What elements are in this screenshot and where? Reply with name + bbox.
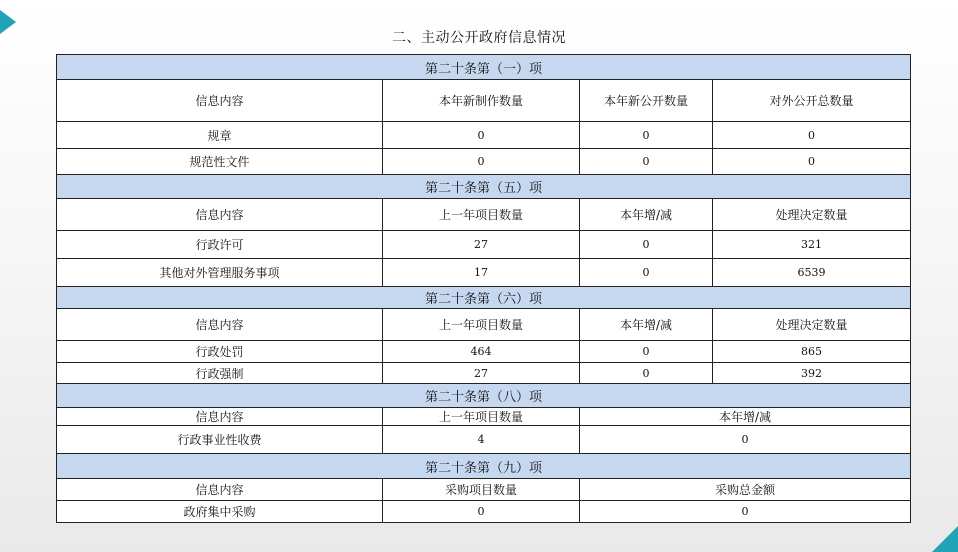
column-header: 信息内容 [57,479,383,501]
cell-value: 464 [383,341,580,363]
section-header-row [57,55,911,80]
column-header: 处理决定数量 [713,309,911,341]
cell-value: 0 [383,501,580,523]
table-row [57,341,911,363]
section-heading: 第二十条第（一）项 [57,55,911,80]
table-row [57,231,911,259]
column-header: 本年增/减 [580,199,713,231]
column-header: 处理决定数量 [713,199,911,231]
cell-value: 321 [713,231,911,259]
row-label: 行政许可 [57,231,383,259]
row-label: 其他对外管理服务事项 [57,259,383,287]
cell-value: 0 [580,231,713,259]
column-header: 信息内容 [57,408,383,426]
column-header: 本年新制作数量 [383,80,580,122]
table-row [57,149,911,175]
column-header: 对外公开总数量 [713,80,911,122]
table-row [57,426,911,454]
column-header: 上一年项目数量 [383,408,580,426]
cell-value: 0 [713,149,911,175]
cell-value: 0 [580,149,713,175]
cell-value: 0 [580,426,911,454]
table-row [57,259,911,287]
table-row [57,501,911,523]
row-label: 行政处罚 [57,341,383,363]
cell-value: 0 [580,501,911,523]
cell-value: 4 [383,426,580,454]
cell-value: 27 [383,231,580,259]
column-header: 采购项目数量 [383,479,580,501]
column-header: 信息内容 [57,80,383,122]
cell-value: 0 [580,363,713,384]
disclosure-table [56,54,911,523]
section-header-row [57,454,911,479]
column-header: 本年增/减 [580,408,911,426]
column-header-row [57,408,911,426]
cell-value: 27 [383,363,580,384]
cell-value: 17 [383,259,580,287]
column-header-row [57,479,911,501]
row-label: 行政事业性收费 [57,426,383,454]
row-label: 政府集中采购 [57,501,383,523]
cell-value: 865 [713,341,911,363]
cell-value: 6539 [713,259,911,287]
section-heading: 第二十条第（五）项 [57,175,911,199]
cell-value: 0 [580,341,713,363]
section-heading: 第二十条第（九）项 [57,454,911,479]
table-row [57,363,911,384]
cell-value: 392 [713,363,911,384]
page-title: 二、主动公开政府信息情况 [392,30,566,46]
table-row [57,122,911,149]
column-header: 本年增/减 [580,309,713,341]
row-label: 规范性文件 [57,149,383,175]
column-header: 采购总金额 [580,479,911,501]
cell-value: 0 [383,149,580,175]
column-header: 上一年项目数量 [383,199,580,231]
section-header-row [57,287,911,309]
column-header: 上一年项目数量 [383,309,580,341]
section-heading: 第二十条第（八）项 [57,384,911,408]
column-header-row [57,309,911,341]
cell-value: 0 [383,122,580,149]
row-label: 规章 [57,122,383,149]
cell-value: 0 [713,122,911,149]
column-header: 本年新公开数量 [580,80,713,122]
row-label: 行政强制 [57,363,383,384]
column-header-row [57,199,911,231]
corner-decoration-bottom-right [932,526,958,552]
section-header-row [57,384,911,408]
cell-value: 0 [580,259,713,287]
section-header-row [57,175,911,199]
cell-value: 0 [580,122,713,149]
column-header: 信息内容 [57,199,383,231]
section-heading: 第二十条第（六）项 [57,287,911,309]
column-header: 信息内容 [57,309,383,341]
column-header-row [57,80,911,122]
